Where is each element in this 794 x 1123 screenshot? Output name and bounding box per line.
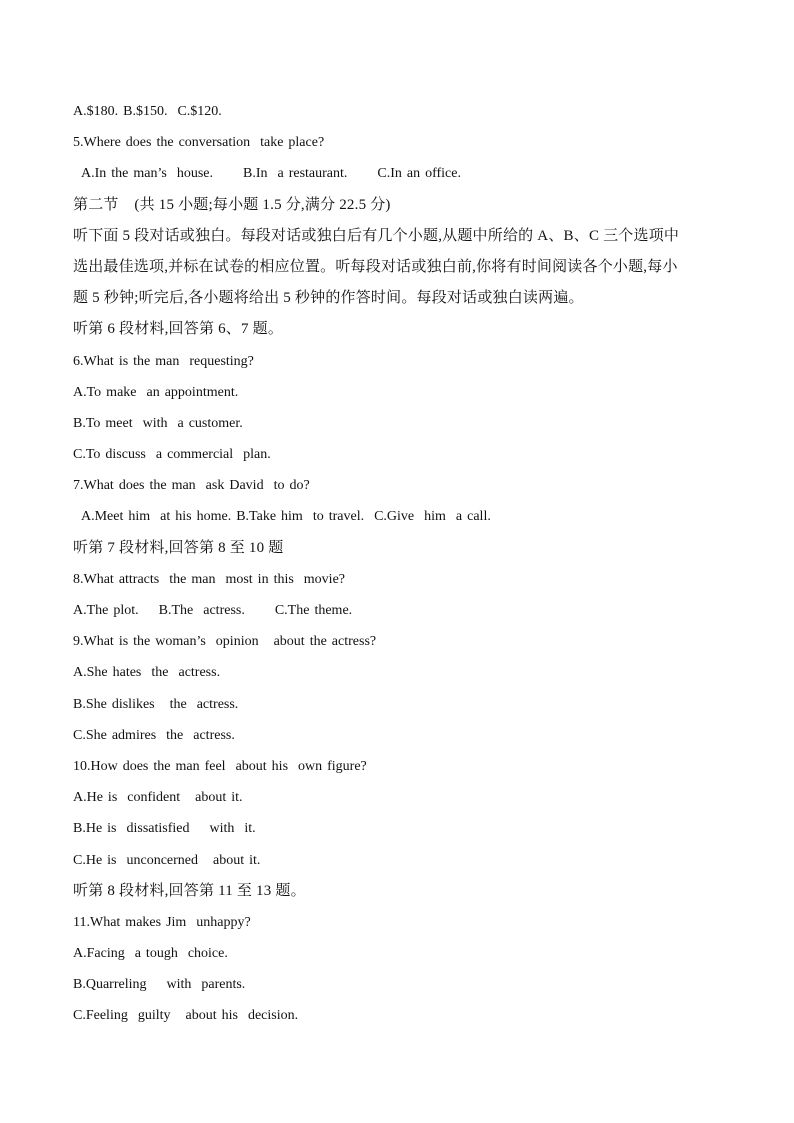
instructions-line-1: 听下面 5 段对话或独白。每段对话或独白后有几个小题,从题中所给的 A、B、C 三个选项中: [73, 227, 680, 244]
option-9c: C.She admires the actress.: [73, 727, 235, 743]
option-6c: C.To discuss a commercial plan.: [73, 447, 271, 463]
option-11a: A.Facing a tough choice.: [73, 946, 228, 962]
question-7: 7.What does the man ask David to do?: [73, 478, 310, 494]
question-11: 11.What makes Jim unhappy?: [73, 914, 251, 930]
question-6: 6.What is the man requesting?: [73, 353, 254, 369]
option-10c: C.He is unconcerned about it.: [73, 852, 261, 868]
material-heading-8: 听第 8 段材料,回答第 11 至 13 题。: [73, 882, 306, 899]
material-heading-6: 听第 6 段材料,回答第 6、7 题。: [73, 321, 284, 338]
question-5: 5.Where does the conversation take place?: [73, 135, 325, 151]
option-6b: B.To meet with a customer.: [73, 415, 243, 431]
instructions-line-2: 选出最佳选项,并标在试卷的相应位置。听每段对话或独白前,你将有时间阅读各个小题,每小: [73, 258, 678, 275]
option-11c: C.Feeling guilty about his decision.: [73, 1008, 299, 1024]
question-9: 9.What is the woman’s opinion about the actress?: [73, 634, 377, 650]
question-8: 8.What attracts the man most in this movie?: [73, 571, 345, 587]
option-10b: B.He is dissatisfied with it.: [73, 821, 256, 837]
instructions-line-3: 题 5 秒钟;听完后,各小题将给出 5 秒钟的作答时间。每段对话或独白读两遍。: [73, 290, 584, 307]
answer-options-q7: A.Meet him at his home. B.Take him to travel. C.Give him a call.: [81, 509, 491, 525]
section-heading: 第二节 (共 15 小题;每小题 1.5 分,满分 22.5 分): [73, 196, 391, 213]
option-10a: A.He is confident about it.: [73, 790, 243, 806]
answer-options-q4: A.$180. B.$150. C.$120.: [73, 104, 222, 119]
answer-options-q5: A.In the man’s house. B.In a restaurant. C.In an office.: [81, 166, 461, 182]
option-9b: B.She dislikes the actress.: [73, 696, 239, 712]
question-10: 10.How does the man feel about his own figure?: [73, 758, 367, 774]
option-6a: A.To make an appointment.: [73, 384, 239, 400]
option-9a: A.She hates the actress.: [73, 665, 221, 681]
material-heading-7: 听第 7 段材料,回答第 8 至 10 题: [73, 539, 284, 556]
answer-options-q8: A.The plot. B.The actress. C.The theme.: [73, 603, 353, 618]
document-page: [73, 96, 733, 1032]
option-11b: B.Quarreling with parents.: [73, 977, 246, 993]
